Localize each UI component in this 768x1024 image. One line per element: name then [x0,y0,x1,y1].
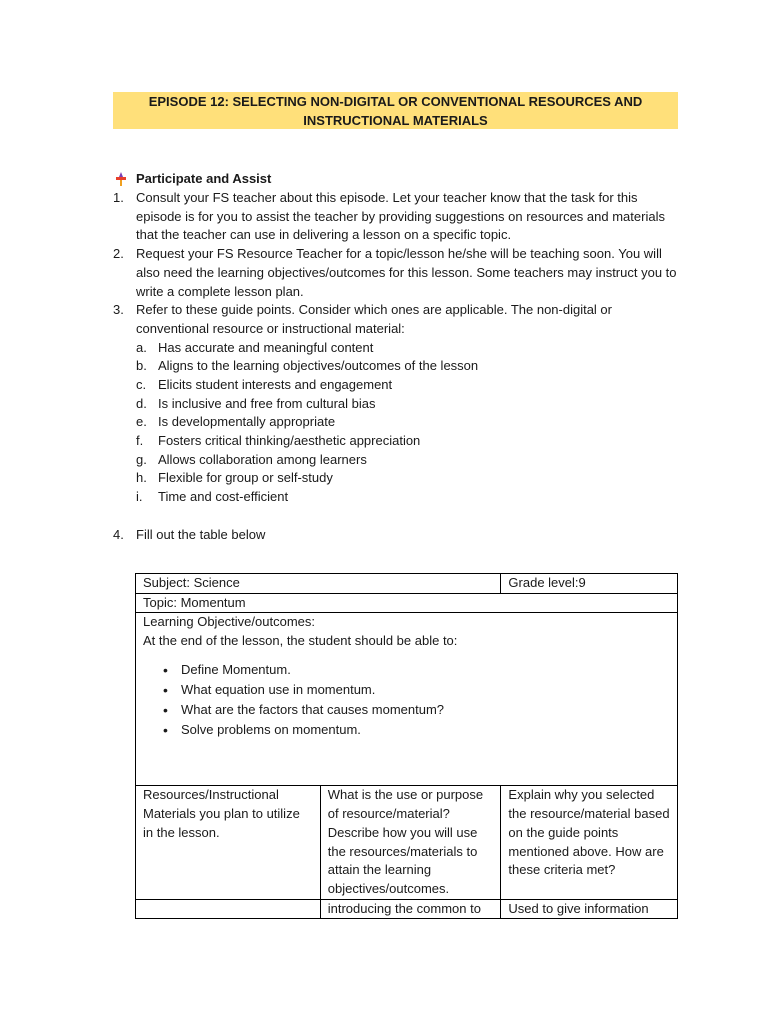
objective-item: • Solve problems on momentum. [181,720,670,740]
guide-point: i. Time and cost-efficient [136,489,289,505]
objective-item: • What equation use in momentum. [181,680,670,700]
subject-cell: Subject: Science [136,574,501,594]
instruction-text: Request your FS Resource Teacher for a topic/lesson he/she will be teaching soon. You will also need the learning objectives/outcomes for this lesson. Some teachers may instruct you to write a complete lesson plan. [136,246,677,299]
table-row [136,593,678,613]
instruction-text: Refer to these guide points. Consider which ones are applicable. The non-digital or conventional resource or instructional material: [136,302,612,336]
guide-point: g. Allows collaboration among learners [136,451,367,467]
guide-point: a. Has accurate and meaningful content [136,339,374,355]
instruction-item-2: 2. Request your FS Resource Teacher for a topic/lesson he/she will be teaching soon. You will also need the learning objectives/outcomes for this lesson. Some teachers may instruct you to write a complete lesson plan. [113,246,677,299]
guide-point: c. Elicits student interests and engagement [136,377,393,392]
guide-points-list [136,339,683,507]
table-row [136,786,678,899]
instruction-text: Consult your FS teacher about this episode. Let your teacher know that the task for this episode is for you to assist the teacher by providing suggestions on resources and materials that the teacher can use in delivering a lesson on a specific topic. [136,190,665,243]
episode-title-banner [113,92,678,129]
topic-cell: Topic: Momentum [136,593,678,613]
purpose-cell: introducing the common to [320,899,501,919]
section-heading-text: Participate and Assist [136,171,272,186]
grade-level-cell: Grade level:9 [501,574,678,594]
objective-item: • Define Momentum. [181,660,670,680]
criteria-header-cell: Explain why you selected the resource/material based on the guide points mentioned above. How are these criteria met? [501,786,678,899]
episode-title-line-1: EPISODE 12: SELECTING NON-DIGITAL OR CONVENTIONAL RESOURCES AND [148,94,643,109]
guide-point: b. Aligns to the learning objectives/outcomes of the lesson [136,358,479,374]
objectives-label: Learning Objective/outcomes: [143,614,315,630]
instruction-item-1: 1. Consult your FS teacher about this episode. Let your teacher know that the task for this episode is for you to assist the teacher by providing suggestions on resources and materials that the teacher can use in delivering a lesson on a specific topic. [113,190,665,243]
table-row [136,574,678,594]
participate-section [113,170,683,507]
resources-header-cell: Resources/Instructional Materials you plan to utilize in the lesson. [136,786,321,899]
purpose-header-cell: What is the use or purpose of resource/material? Describe how you will use the resources/materials to attain the learning objectives/outcomes. [320,786,501,899]
guide-point: e. Is developmentally appropriate [136,414,336,430]
criteria-cell: Used to give information [501,899,678,919]
table-row [136,613,678,786]
guide-point: f. Fosters critical thinking/aesthetic appreciation [136,433,421,449]
guide-point: h. Flexible for group or self-study [136,470,333,486]
objectives-intro: At the end of the lesson, the student should be able to: [143,633,458,649]
objective-item: • What are the factors that causes momentum? [181,700,670,720]
lesson-table [135,573,678,919]
objectives-cell [136,613,678,786]
resource-cell [136,899,321,919]
section-heading [113,170,683,189]
table-row [136,899,678,919]
instruction-item-3: 3. Refer to these guide points. Consider which ones are applicable. The non-digital or conventional resource or instructional material: a. Has accurate and meaningful content b. Aligns to the learning objectives/outcomes of the lesson c. Elicits student interests and engagement d. Is inclusive and free from cultural bias e. Is developmentally appropriate f. Fosters critical thinking/aesthetic appreciation g. Allows collaboration among learners h. Flexible for group or self-study i. Time and cost-efficient [113,301,683,507]
instruction-text: Fill out the table below [136,527,266,542]
objectives-list [143,660,670,740]
episode-title-line-2: INSTRUCTIONAL MATERIALS [303,113,488,128]
guide-point: d. Is inclusive and free from cultural bias [136,395,376,411]
pushpin-icon [115,172,127,186]
